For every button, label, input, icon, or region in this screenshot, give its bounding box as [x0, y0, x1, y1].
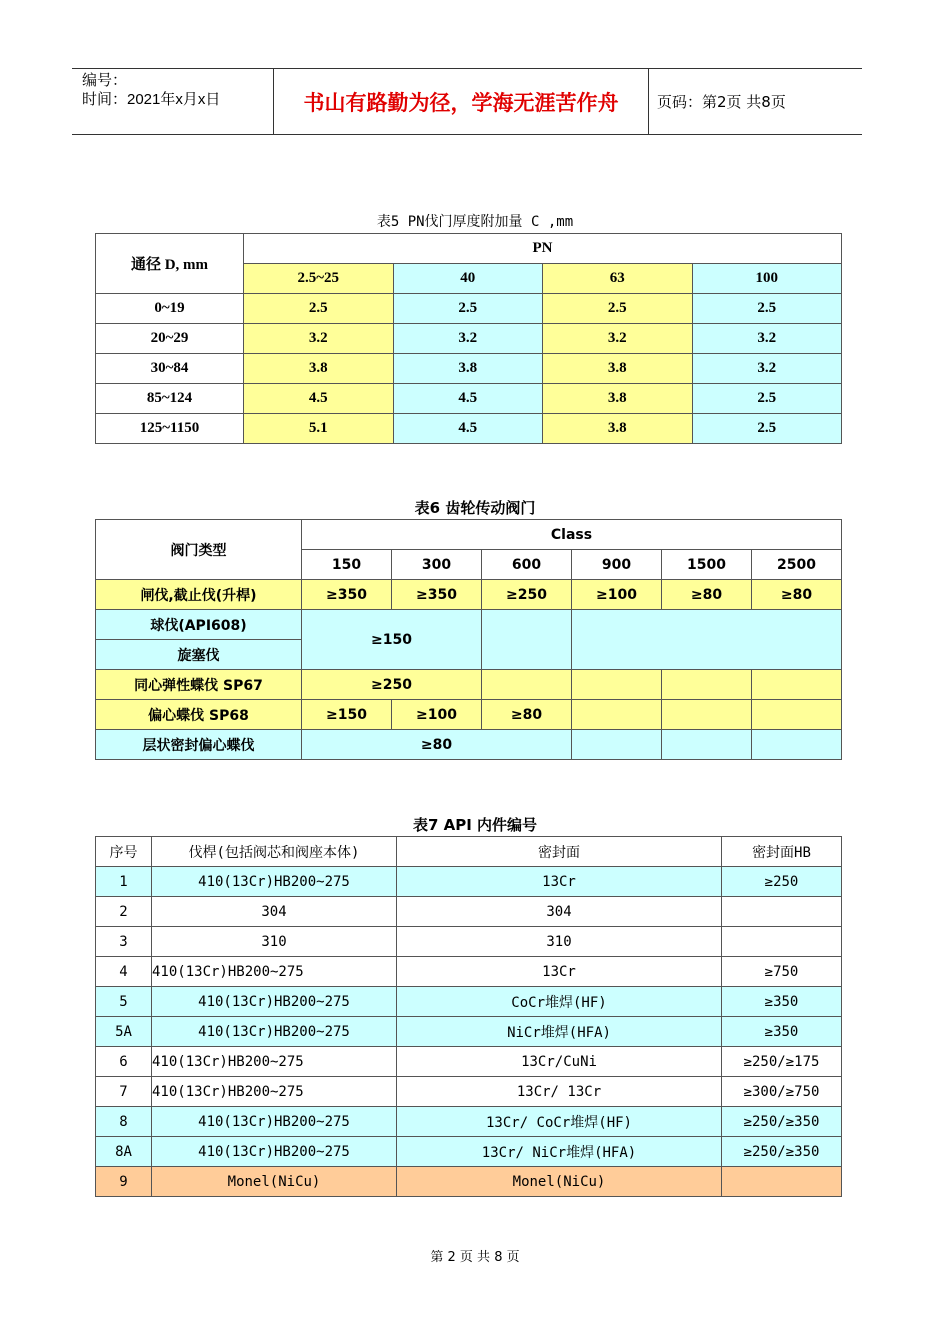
header-page-info: 页码：第2页 共8页 [657, 93, 786, 111]
table-cell: 4.5 [393, 384, 543, 414]
table-cell: ≥250/≥175 [722, 1047, 842, 1077]
table6-caption: 表6 齿轮传动阀门 [414, 499, 536, 517]
table-cell: 3.2 [543, 324, 693, 354]
table-cell: ≥300/≥750 [722, 1077, 842, 1107]
table-row [96, 670, 842, 700]
table-cell: 3.8 [543, 384, 693, 414]
table-cell: ≥80 [302, 730, 572, 760]
table-cell: ≥80 [482, 700, 572, 730]
table-cell: ≥750 [722, 957, 842, 987]
page-header [72, 68, 862, 135]
table-cell [572, 700, 662, 730]
table6-col-header: 900 [572, 550, 662, 580]
table-row [96, 384, 842, 414]
table-cell [572, 610, 842, 670]
table-cell: 3.2 [393, 324, 543, 354]
table-cell: ≥100 [572, 580, 662, 610]
table-row [96, 1167, 842, 1197]
table-cell [482, 670, 572, 700]
table-cell: 13Cr/ CoCr堆焊(HF) [397, 1107, 722, 1137]
table-cell: 8 [96, 1107, 152, 1137]
table-row [96, 294, 842, 324]
table-cell: 3.2 [244, 324, 394, 354]
table-cell: ≥350 [722, 987, 842, 1017]
table-cell: ≥80 [752, 580, 842, 610]
table5 [95, 233, 842, 444]
table5-col-header: 2.5~25 [244, 264, 394, 294]
table-cell: 闸伐,截止伐(升桿) [96, 580, 302, 610]
table-cell: Monel(NiCu) [152, 1167, 397, 1197]
table-row [96, 580, 842, 610]
table-row [96, 324, 842, 354]
table6 [95, 519, 842, 760]
table6-col-header: 150 [302, 550, 392, 580]
table-cell: 310 [397, 927, 722, 957]
table-cell: 8A [96, 1137, 152, 1167]
table-cell: 2.5 [692, 294, 842, 324]
table-cell: 410(13Cr)HB200~275 [152, 1077, 397, 1107]
table-cell [752, 670, 842, 700]
header-motto: 书山有路勤为径，学海无涯苦作舟 [274, 69, 649, 134]
table-cell: ≥350 [722, 1017, 842, 1047]
table-cell: 2.5 [692, 384, 842, 414]
table-cell: 304 [397, 897, 722, 927]
table-row [96, 1047, 842, 1077]
table-cell [752, 700, 842, 730]
table-cell: 410(13Cr)HB200~275 [152, 1137, 397, 1167]
table-cell: CoCr堆焊(HF) [397, 987, 722, 1017]
table-cell: 3.2 [692, 354, 842, 384]
table-cell [722, 927, 842, 957]
table-cell: 球伐(API608) [96, 610, 302, 640]
table-cell: 1 [96, 867, 152, 897]
table-cell: 304 [152, 897, 397, 927]
table-cell: 13Cr/ NiCr堆焊(HFA) [397, 1137, 722, 1167]
table-cell: 偏心蝶伐 SP68 [96, 700, 302, 730]
table-cell: ≥80 [662, 580, 752, 610]
table6-group-header: Class [302, 520, 842, 550]
table-cell: 20~29 [96, 324, 244, 354]
table-cell: ≥250/≥350 [722, 1107, 842, 1137]
table-cell: 5.1 [244, 414, 394, 444]
table-cell: 5A [96, 1017, 152, 1047]
table-cell: 7 [96, 1077, 152, 1107]
table-cell: Monel(NiCu) [397, 1167, 722, 1197]
table-cell: 85~124 [96, 384, 244, 414]
table-cell [662, 670, 752, 700]
table-row [96, 354, 842, 384]
table-cell: 5 [96, 987, 152, 1017]
table-cell: ≥150 [302, 610, 482, 670]
table-row [96, 414, 842, 444]
table7-col-header: 序号 [96, 837, 152, 867]
table-row [96, 610, 842, 640]
header-number: 编号： [82, 72, 128, 89]
table6-col-header: 300 [392, 550, 482, 580]
table-cell: 13Cr/CuNi [397, 1047, 722, 1077]
table-cell: 3.8 [244, 354, 394, 384]
table-cell: 410(13Cr)HB200~275 [152, 867, 397, 897]
table-cell: 13Cr [397, 867, 722, 897]
table5-row-header: 通径 D, mm [96, 234, 244, 294]
table-cell: 410(13Cr)HB200~275 [152, 1107, 397, 1137]
table-cell: 2.5 [692, 414, 842, 444]
table5-col-header: 40 [393, 264, 543, 294]
table-cell: 3.2 [692, 324, 842, 354]
table-cell: 3 [96, 927, 152, 957]
table-row [96, 987, 842, 1017]
table-cell [752, 730, 842, 760]
table-row [96, 700, 842, 730]
table-cell: 4 [96, 957, 152, 987]
table-row [96, 730, 842, 760]
table-cell: 2.5 [543, 294, 693, 324]
table5-col-header: 63 [543, 264, 693, 294]
table-cell: 2.5 [244, 294, 394, 324]
table-cell: ≥250 [482, 580, 572, 610]
table-row [96, 1107, 842, 1137]
table-cell: 同心弹性蝶伐 SP67 [96, 670, 302, 700]
table-row [96, 1077, 842, 1107]
table-cell: ≥250/≥350 [722, 1137, 842, 1167]
table-cell: 3.8 [543, 354, 693, 384]
table-row [96, 957, 842, 987]
table-cell [722, 1167, 842, 1197]
table-cell: ≥100 [392, 700, 482, 730]
table5-group-header: PN [244, 234, 842, 264]
table-row [96, 1017, 842, 1047]
table-cell: 9 [96, 1167, 152, 1197]
table-cell: 410(13Cr)HB200~275 [152, 987, 397, 1017]
table-row [96, 1137, 842, 1167]
table6-col-header: 1500 [662, 550, 752, 580]
table-cell: 3.8 [393, 354, 543, 384]
table-cell: ≥350 [392, 580, 482, 610]
header-time: 时间：2021年x月x日 [82, 91, 221, 108]
table-cell: 30~84 [96, 354, 244, 384]
table6-row-header: 阀门类型 [96, 520, 302, 580]
table-row [96, 927, 842, 957]
table5-caption: 表5 PN伐门厚度附加量 C ,mm [376, 214, 574, 230]
table-row [96, 897, 842, 927]
table-cell: NiCr堆焊(HFA) [397, 1017, 722, 1047]
table7-col-header: 密封面HB [722, 837, 842, 867]
table-cell: 4.5 [244, 384, 394, 414]
table-cell: 0~19 [96, 294, 244, 324]
table7-col-header: 密封面 [397, 837, 722, 867]
table-cell: 13Cr [397, 957, 722, 987]
table5-col-header: 100 [692, 264, 842, 294]
table-cell [482, 610, 572, 670]
table-cell: 410(13Cr)HB200~275 [152, 957, 397, 987]
table-cell: 2 [96, 897, 152, 927]
table-cell [572, 730, 662, 760]
table-cell: ≥150 [302, 700, 392, 730]
table-cell: 125~1150 [96, 414, 244, 444]
table-cell: 6 [96, 1047, 152, 1077]
table7-caption: 表7 API 内件编号 [412, 816, 538, 834]
table-cell: 310 [152, 927, 397, 957]
table-cell: 3.8 [543, 414, 693, 444]
table-cell: ≥250 [302, 670, 482, 700]
table-cell: ≥350 [302, 580, 392, 610]
table6-col-header: 2500 [752, 550, 842, 580]
table-cell: 4.5 [393, 414, 543, 444]
page-footer: 第 2 页 共 8 页 [430, 1250, 520, 1265]
table-cell [662, 730, 752, 760]
table-cell: 2.5 [393, 294, 543, 324]
table7-col-header: 伐桿(包括阀芯和阀座本体) [152, 837, 397, 867]
table-cell [662, 700, 752, 730]
table-row [96, 867, 842, 897]
table-cell: 旋塞伐 [96, 640, 302, 670]
table-cell: 层状密封偏心蝶伐 [96, 730, 302, 760]
table6-col-header: 600 [482, 550, 572, 580]
table-cell: 410(13Cr)HB200~275 [152, 1047, 397, 1077]
table-cell: 13Cr/ 13Cr [397, 1077, 722, 1107]
table7 [95, 836, 842, 1197]
header-meta [72, 69, 274, 134]
table-cell [572, 670, 662, 700]
table-cell: ≥250 [722, 867, 842, 897]
table-cell: 410(13Cr)HB200~275 [152, 1017, 397, 1047]
table-cell [722, 897, 842, 927]
